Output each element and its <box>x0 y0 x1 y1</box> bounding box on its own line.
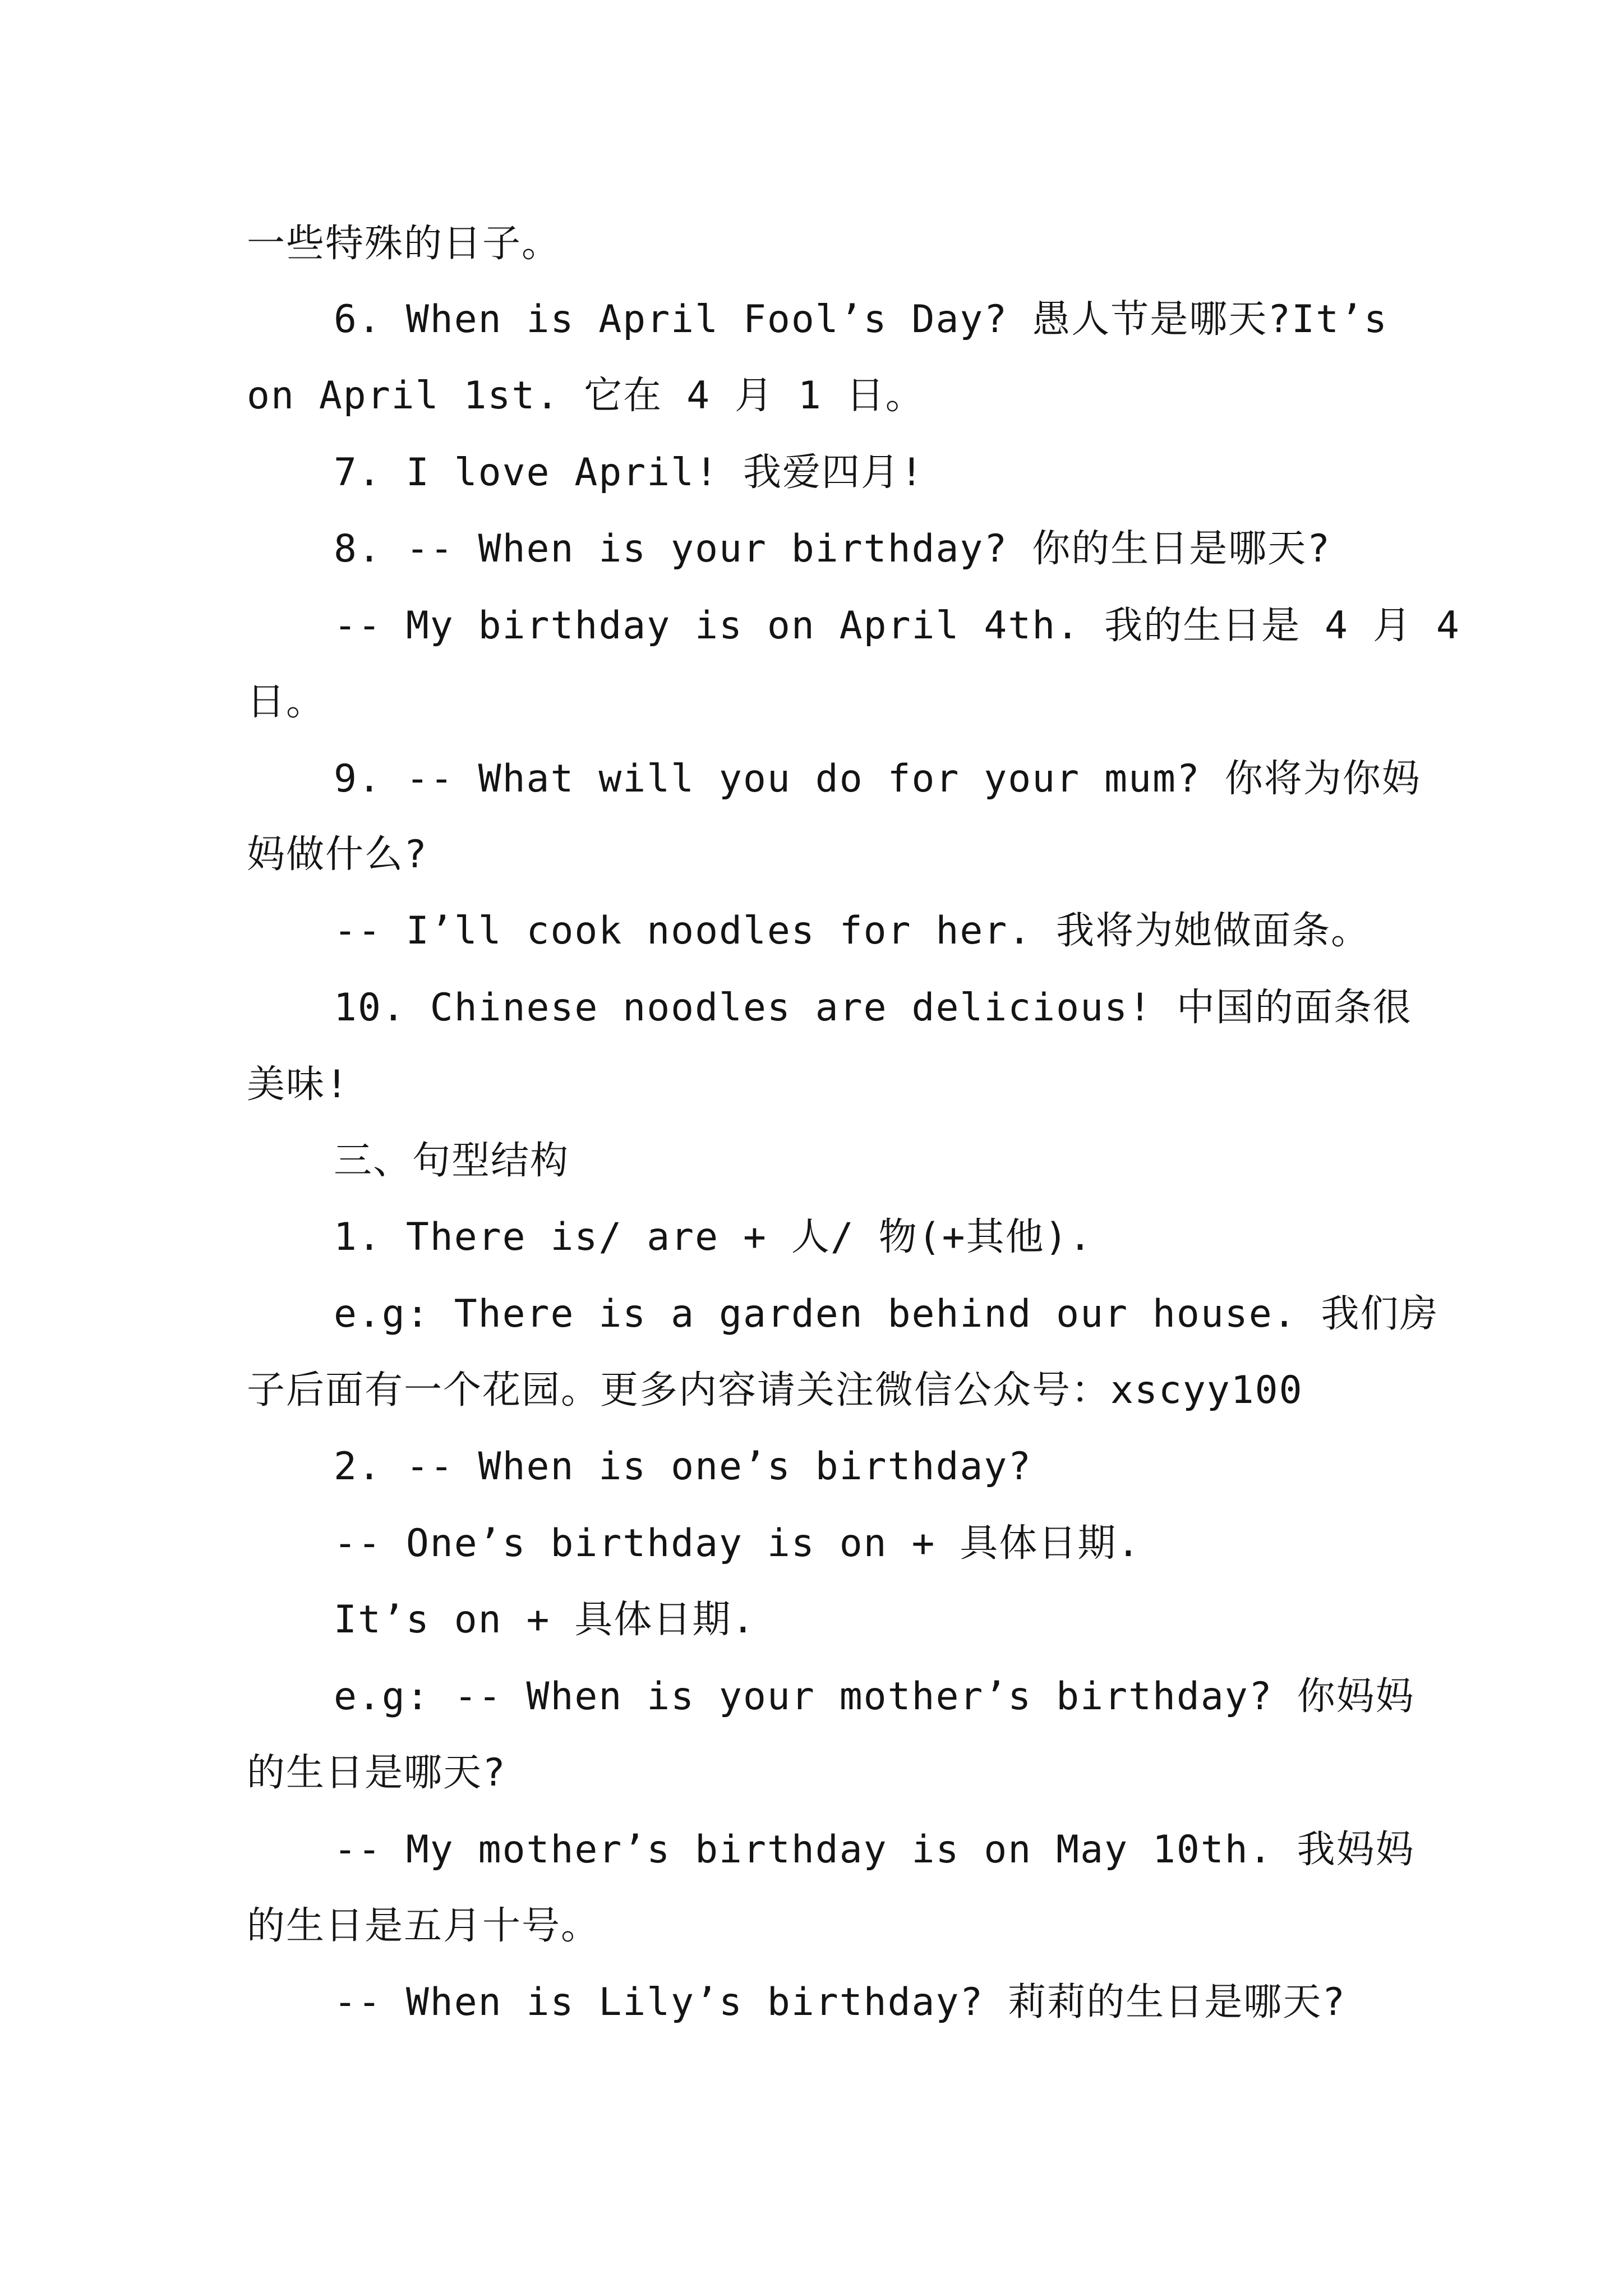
paragraph-line: 美味! <box>247 1062 349 1107</box>
paragraph-line: 的生日是五月十号。 <box>247 1904 601 1948</box>
paragraph-line: -- I’ll cook noodles for her. 我将为她做面条。 <box>334 909 1371 953</box>
paragraph-line: 子后面有一个花园。更多内容请关注微信公众号：xscyy100 <box>247 1368 1303 1412</box>
paragraph-line: 8. -- When is your birthday? 你的生日是哪天? <box>334 527 1331 571</box>
paragraph-line: e.g: There is a garden behind our house. 我们房 <box>334 1292 1439 1336</box>
paragraph-line: -- One’s birthday is on + 具体日期. <box>334 1521 1141 1566</box>
paragraph-line: on April 1st. 它在 4 月 1 日。 <box>247 374 925 418</box>
paragraph-line: -- When is Lily’s birthday? 莉莉的生日是哪天? <box>334 1980 1347 2024</box>
paragraph-line: -- My birthday is on April 4th. 我的生日是 4 月 4 <box>334 604 1460 648</box>
section-heading: 三、句型结构 <box>334 1139 570 1183</box>
paragraph-line: 1. There is/ are + 人/ 物(+其他). <box>334 1215 1093 1259</box>
paragraph-line: 2. -- When is one’s birthday? <box>334 1444 1032 1489</box>
paragraph-line: -- My mother’s birthday is on May 10th. 我妈妈 <box>334 1828 1415 1872</box>
paragraph-line: It’s on + 具体日期. <box>334 1598 756 1642</box>
paragraph-line: 6. When is April Fool’s Day? 愚人节是哪天?It’s <box>334 297 1388 342</box>
paragraph-line: 的生日是哪天? <box>247 1751 506 1795</box>
paragraph-line: 10. Chinese noodles are delicious! 中国的面条很 <box>334 986 1412 1030</box>
paragraph-line: 日。 <box>247 680 326 724</box>
paragraph-line: e.g: -- When is your mother’s birthday? 你妈妈 <box>334 1674 1415 1719</box>
paragraph-line: 7. I love April! 我爱四月! <box>334 450 924 495</box>
paragraph-line: 9. -- What will you do for your mum? 你将为你妈 <box>334 757 1421 801</box>
paragraph-line: 妈做什么? <box>247 832 428 877</box>
paragraph-line: 一些特殊的日子。 <box>247 222 561 266</box>
